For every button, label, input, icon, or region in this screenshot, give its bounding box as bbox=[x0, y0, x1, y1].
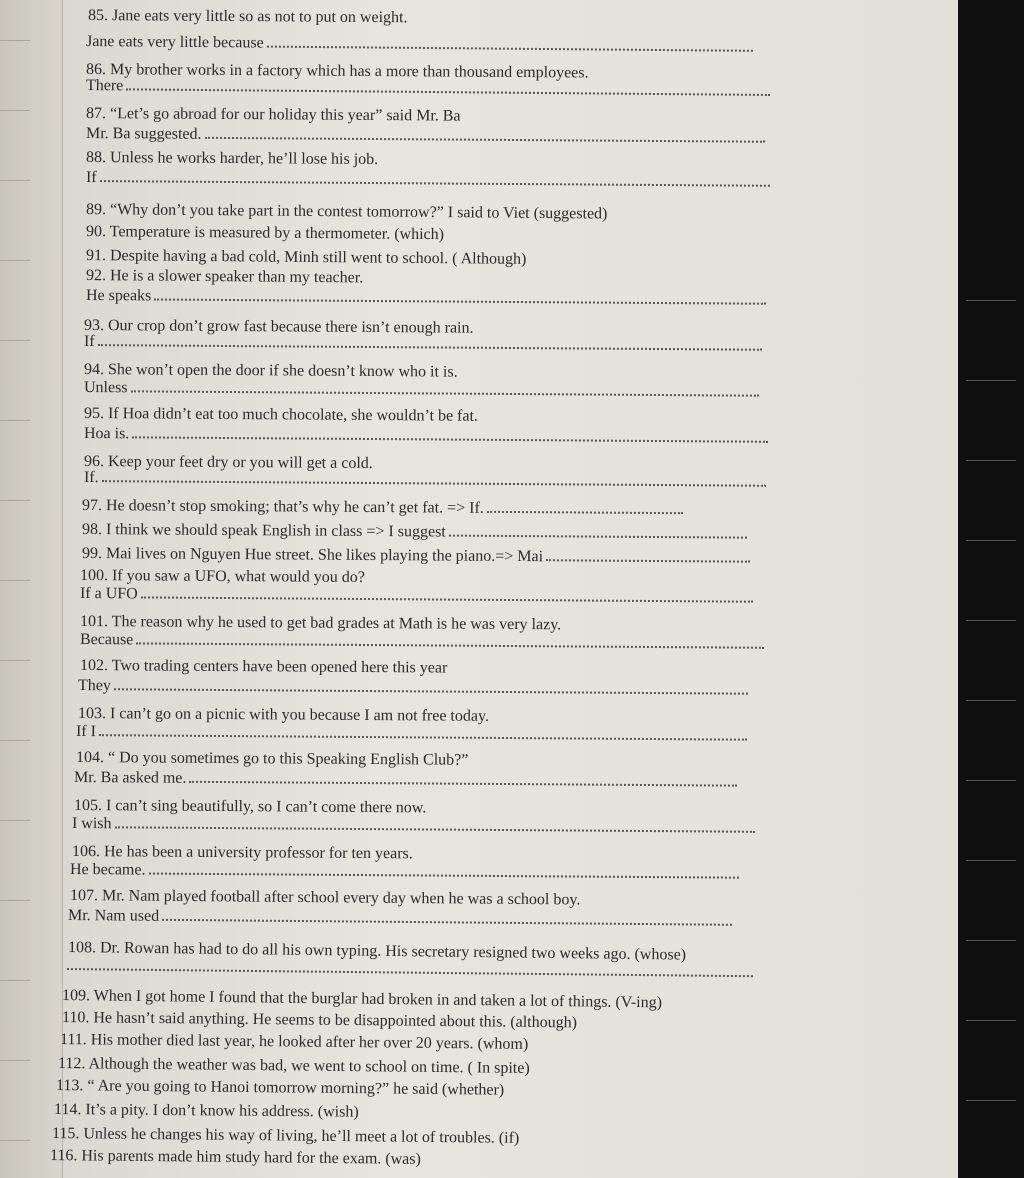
answer-blank[interactable] bbox=[449, 533, 747, 539]
exercise-101: 101. The reason why he used to get bad grades at Math is he was very lazy. bbox=[79, 613, 562, 634]
answer-blank[interactable] bbox=[487, 509, 683, 514]
margin-rule bbox=[0, 820, 30, 821]
exercise-115: 115. Unless he changes his way of living, he’ll meet a lot of troubles. (if) bbox=[51, 1125, 520, 1147]
edge-rule bbox=[966, 780, 1016, 781]
exercise-109: 109. When I got home I found that the burglar had broken in and taken a lot of things. (V-ing) bbox=[61, 987, 663, 1012]
exercise-95: 95. If Hoa didn’t eat too much chocolate, she wouldn’t be fat. bbox=[83, 405, 479, 425]
exercise-102: 102. Two trading centers have been opened here this year bbox=[79, 657, 448, 677]
left-margin bbox=[0, 0, 63, 1178]
answer-102: They bbox=[78, 676, 748, 701]
exercise-93: 93. Our crop don’t grow fast because there isn’t enough rain. bbox=[83, 317, 474, 337]
answer-blank[interactable] bbox=[267, 44, 753, 52]
margin-rule bbox=[0, 1060, 30, 1061]
answer-106: He became. bbox=[70, 860, 739, 885]
exercise-87: 87. “Let’s go abroad for our holiday this year” said Mr. Ba bbox=[85, 105, 461, 125]
answer-87: Mr. Ba suggested. bbox=[86, 124, 765, 149]
edge-rule bbox=[966, 1100, 1016, 1101]
margin-rule bbox=[0, 340, 30, 341]
exercise-94: 94. She won’t open the door if she doesn’t know who it is. bbox=[83, 361, 458, 381]
exercise-98: 98. I think we should speak English in class => I suggest bbox=[82, 520, 747, 545]
exercise-116: 116. His parents made him study hard for the exam. (was) bbox=[49, 1147, 421, 1168]
exercise-107: 107. Mr. Nam played football after school every day when he was a school boy. bbox=[69, 887, 581, 909]
answer-92: He speaks bbox=[86, 286, 766, 311]
margin-rule bbox=[0, 40, 30, 41]
margin-rule bbox=[0, 110, 30, 111]
answer-blank[interactable] bbox=[126, 86, 770, 96]
exercise-103: 103. I can’t go on a picnic with you because I am not free today. bbox=[77, 705, 490, 725]
answer-blank[interactable] bbox=[67, 966, 753, 977]
exercise-97: 97. He doesn’t stop smoking; that’s why he can’t get fat. => If. bbox=[82, 496, 683, 520]
answer-blank[interactable] bbox=[100, 178, 770, 187]
answer-101: Because bbox=[80, 630, 764, 655]
exercise-86: 86. My brother works in a factory which has a more than thousand employees. bbox=[85, 61, 589, 82]
exercise-113: 113. “ Are you going to Hanoi tomorrow morning?” he said (whether) bbox=[55, 1077, 505, 1099]
exercise-105: 105. I can’t sing beautifully, so I can’t come there now. bbox=[73, 797, 427, 817]
exercise-89: 89. “Why don’t you take part in the contest tomorrow?” I said to Viet (suggested) bbox=[85, 201, 608, 223]
edge-rule bbox=[966, 300, 1016, 301]
answer-105: I wish bbox=[72, 814, 755, 839]
edge-rule bbox=[966, 540, 1016, 541]
exercise-100: 100. If you saw a UFO, what would you do? bbox=[79, 567, 365, 586]
answer-blank[interactable] bbox=[189, 779, 737, 787]
margin-rule bbox=[0, 1140, 30, 1141]
answer-blank[interactable] bbox=[162, 917, 732, 926]
answer-blank[interactable] bbox=[131, 388, 759, 396]
edge-rule bbox=[966, 1020, 1016, 1021]
margin-rule bbox=[0, 660, 30, 661]
margin-rule bbox=[0, 900, 30, 901]
margin-rule bbox=[0, 740, 30, 741]
answer-94: Unless bbox=[84, 378, 759, 403]
exercise-104: 104. “ Do you sometimes go to this Speaking English Club?” bbox=[75, 749, 469, 769]
margin-rule bbox=[0, 180, 30, 181]
edge-rule bbox=[966, 700, 1016, 701]
exercise-110: 110. He hasn’t said anything. He seems to be disappointed about this. (although) bbox=[61, 1009, 578, 1032]
exercise-88: 88. Unless he works harder, he’ll lose his job. bbox=[85, 149, 379, 169]
margin-rule bbox=[0, 580, 30, 581]
answer-blank[interactable] bbox=[141, 594, 753, 602]
answer-103: If I bbox=[76, 722, 747, 747]
answer-85: Jane eats very little because bbox=[86, 32, 753, 58]
answer-blank[interactable] bbox=[98, 342, 762, 351]
edge-rule bbox=[966, 860, 1016, 861]
answer-blank[interactable] bbox=[102, 478, 766, 487]
exercise-106: 106. He has been a university professor for ten years. bbox=[71, 843, 413, 863]
exercise-112: 112. Although the weather was bad, we went to school on time. ( In spite) bbox=[57, 1055, 530, 1077]
exercise-92: 92. He is a slower speaker than my teacher. bbox=[85, 267, 364, 287]
answer-blank[interactable] bbox=[136, 640, 764, 648]
answer-blank[interactable] bbox=[205, 135, 765, 143]
answer-88: If bbox=[86, 168, 770, 193]
answer-blank[interactable] bbox=[154, 296, 766, 304]
margin-rule bbox=[0, 500, 30, 501]
answer-95: Hoa is. bbox=[84, 424, 768, 449]
answer-blank[interactable] bbox=[132, 434, 768, 442]
exercise-108: 108. Dr. Rowan has had to do all his own typing. His secretary resigned two weeks ago. (whose) bbox=[67, 939, 687, 964]
answer-blank[interactable] bbox=[546, 557, 750, 562]
answer-107: Mr. Nam used bbox=[68, 906, 732, 932]
exercise-91: 91. Despite having a bad cold, Minh still went to school. ( Although) bbox=[85, 247, 527, 268]
margin-rule bbox=[0, 420, 30, 421]
answer-96: If. bbox=[84, 468, 766, 493]
edge-rule bbox=[966, 460, 1016, 461]
answer-104: Mr. Ba asked me. bbox=[74, 768, 738, 793]
edge-rule bbox=[966, 940, 1016, 941]
margin-rule bbox=[0, 260, 30, 261]
exercise-90: 90. Temperature is measured by a thermometer. (which) bbox=[85, 223, 445, 244]
margin-rule bbox=[0, 980, 30, 981]
exercise-99: 99. Mai lives on Nguyen Hue street. She likes playing the piano.=> Mai bbox=[82, 544, 750, 569]
answer-blank[interactable] bbox=[148, 871, 738, 879]
exercise-85: 85. Jane eats very little so as not to put on weight. bbox=[87, 7, 408, 27]
exercise-96: 96. Keep your feet dry or you will get a cold. bbox=[83, 453, 373, 473]
edge-rule bbox=[966, 620, 1016, 621]
answer-93: If bbox=[84, 332, 762, 357]
answer-100: If a UFO bbox=[80, 584, 753, 609]
exercise-114: 114. It’s a pity. I don’t know his address. (wish) bbox=[53, 1101, 359, 1121]
answer-blank[interactable] bbox=[99, 732, 747, 741]
background-edge bbox=[958, 0, 1024, 1178]
answer-blank[interactable] bbox=[115, 824, 755, 832]
edge-rule bbox=[966, 380, 1016, 381]
exercise-111: 111. His mother died last year, he looked after her over 20 years. (whom) bbox=[59, 1031, 529, 1053]
answer-blank[interactable] bbox=[114, 686, 748, 694]
answer-86: There bbox=[86, 76, 770, 102]
